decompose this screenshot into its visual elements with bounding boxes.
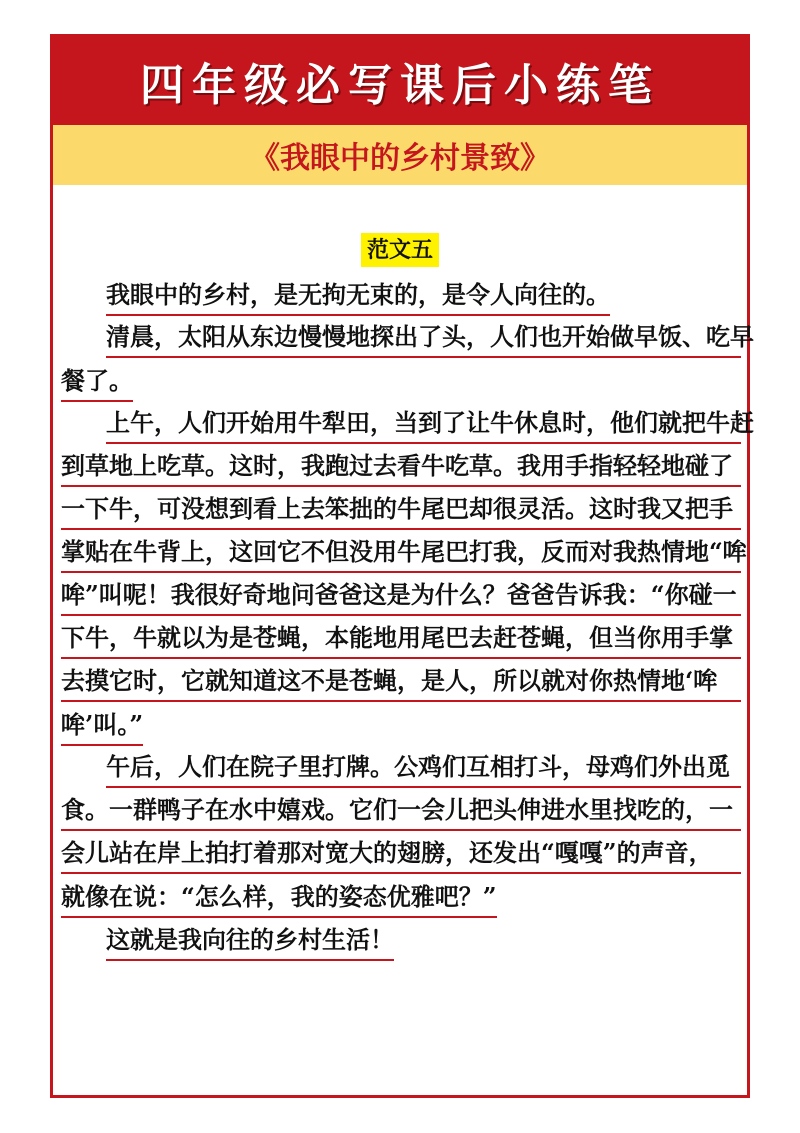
subtitle-banner — [53, 125, 747, 185]
text-line: 我眼中的乡村，是无拘无束的，是令人向往的。 — [61, 275, 741, 318]
text-line: 哞’叫。” — [61, 705, 741, 748]
text-line: 下牛，牛就以为是苍蝇，本能地用尾巴去赶苍蝇，但当你用手掌 — [61, 619, 741, 662]
header-banner — [53, 37, 747, 125]
text-line: 食。一群鸭子在水中嬉戏。它们一会儿把头伸进水里找吃的，一 — [61, 791, 741, 834]
essay-body — [61, 275, 754, 963]
text-line: 会儿站在岸上拍打着那对宽大的翅膀，还发出“嘎嘎”的声音， — [61, 834, 741, 877]
text-line: 午后，人们在院子里打牌。公鸡们互相打斗，母鸡们外出觅 — [61, 748, 741, 791]
text-line: 餐了。 — [61, 361, 741, 404]
section-label: 范文五 — [361, 233, 439, 267]
text-line: 一下牛，可没想到看上去笨拙的牛尾巴却很灵活。这时我又把手 — [61, 490, 741, 533]
text-line: 上午，人们开始用牛犁田，当到了让牛休息时，他们就把牛赶 — [61, 404, 741, 447]
text-line: 掌贴在牛背上，这回它不但没用牛尾巴打我，反而对我热情地“哞 — [61, 533, 741, 576]
text-line: 这就是我向往的乡村生活！ — [61, 920, 741, 963]
text-line: 清晨，太阳从东边慢慢地探出了头，人们也开始做早饭、吃早 — [61, 318, 741, 361]
text-line: 哞”叫呢！我很好奇地问爸爸这是为什么？爸爸告诉我：“你碰一 — [61, 576, 741, 619]
section-label-row — [53, 233, 747, 267]
text-line: 到草地上吃草。这时，我跑过去看牛吃草。我用手指轻轻地碰了 — [61, 447, 741, 490]
page-frame — [50, 34, 754, 1098]
text-line: 就像在说：“怎么样，我的姿态优雅吧？” — [61, 877, 741, 920]
essay-title: 《我眼中的乡村景致》 — [250, 141, 550, 176]
page-title: 四年级必写课后小练笔 — [140, 60, 660, 111]
text-line: 去摸它时，它就知道这不是苍蝇，是人，所以就对你热情地‘哞 — [61, 662, 741, 705]
